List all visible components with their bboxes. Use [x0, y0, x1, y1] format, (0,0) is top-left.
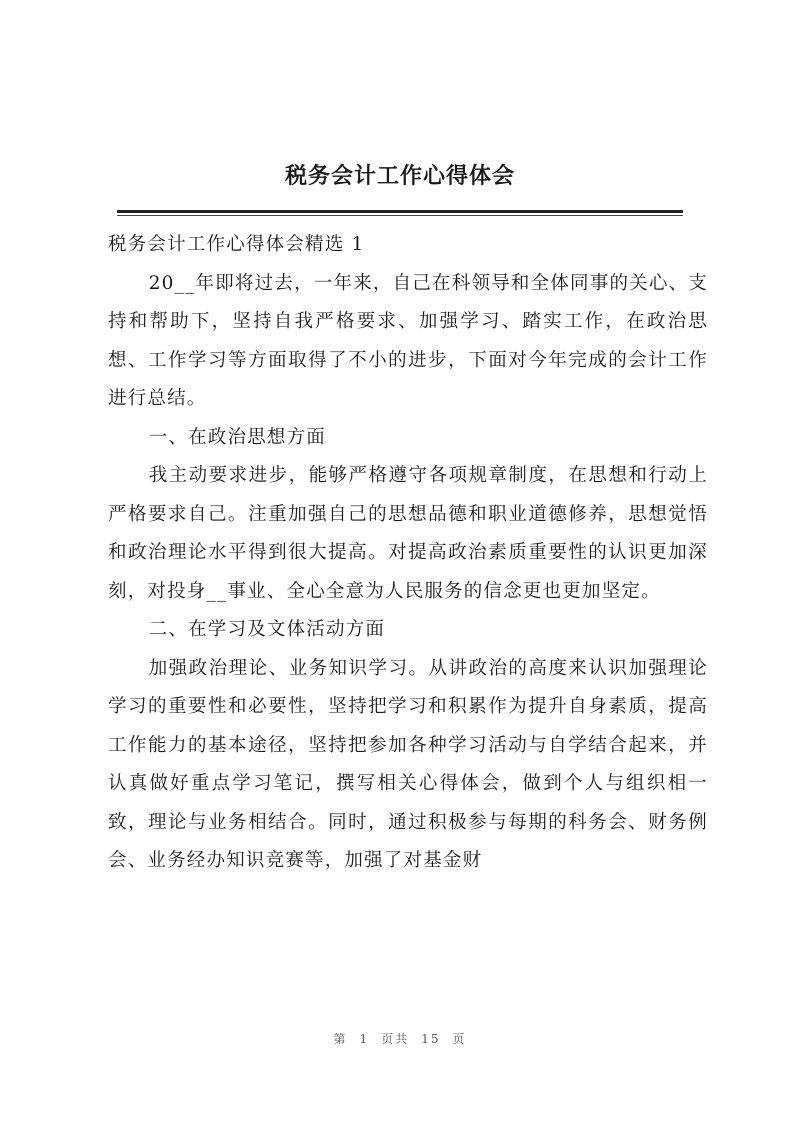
- document-title: 税务会计工作心得体会: [284, 164, 515, 189]
- document-body: [108, 226, 708, 881]
- page-footer: [0, 1030, 800, 1047]
- section-heading-study: 二、在学习及文体活动方面: [148, 619, 386, 640]
- page-number-total: 15: [421, 1032, 441, 1046]
- section-heading-politics: 一、在政治思想方面: [148, 426, 326, 448]
- paragraph-study: 加强政治理论、业务知识学习。从讲政治的高度来认识加强理论学习的重要性和必要性，坚持把学习和积累作为提升自身素质，提高工作能力的基本途径，坚持把参加各种学习活动与自学结合起来，并认真做好重点学习笔记，撰写相关心得体会，做到个人与组织相一致，理论与业务相结合。同时，通过积极参与每期的科务会、财务例会、业务经办知识竞赛等，加强了对基金财: [108, 657, 708, 871]
- footer-label-ye: 页: [452, 1032, 467, 1046]
- paragraph-politics: 我主动要求进步，能够严格遵守各项规章制度，在思想和行动上严格要求自己。注重加强自己的思想品德和职业道德修养，思想觉悟和政治理论水平得到很大提高。对提高政治素质重要性的认识更加深刻，对投身__事业、全心全意为人民服务的信念更也更加坚定。: [108, 465, 708, 602]
- title-divider-thick: [117, 210, 683, 213]
- page-number-current: 1: [359, 1032, 370, 1046]
- paragraph-intro: 20__年即将过去，一年来，自己在科领导和全体同事的关心、支持和帮助下，坚持自我严格要求、加强学习、踏实工作，在政治思想、工作学习等方面取得了不小的进步，下面对今年完成的会计工作进行总结。: [108, 272, 708, 409]
- footer-label-di: 第: [333, 1032, 348, 1046]
- section-subtitle: 税务会计工作心得体会精选 1: [108, 234, 365, 255]
- title-divider-thin: [117, 215, 683, 216]
- footer-label-ye-gong: 页共: [381, 1032, 410, 1046]
